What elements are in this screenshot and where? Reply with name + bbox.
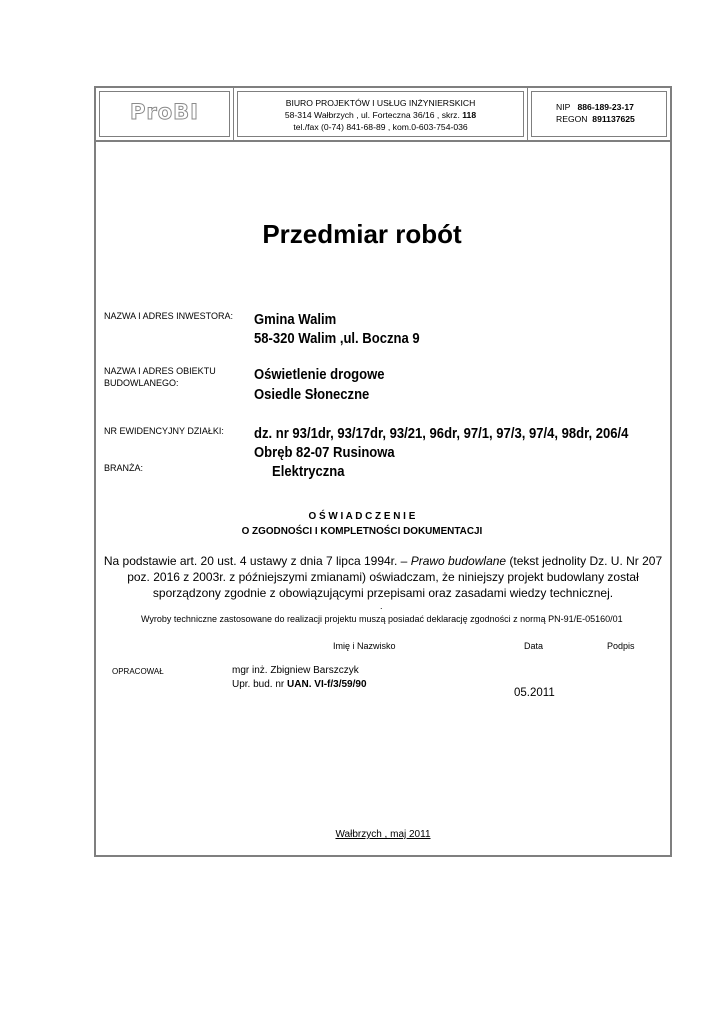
letterhead (96, 88, 670, 142)
investor-address: 58-320 Walim ,ul. Boczna 9 (254, 331, 420, 347)
document-frame (94, 86, 672, 857)
products-note: Wyroby techniczne zastosowane do realizacji projektu muszą posiadać deklarację zgodności z normą PN-91/E-05160/01 (141, 614, 623, 624)
nip-label: NIP (556, 102, 571, 112)
company-phone: tel./fax (0-74) 841-68-89 , kom.0-603-754-036 (293, 122, 468, 132)
regon-value: 891137625 (592, 114, 635, 124)
branch-label: BRANŻA: (104, 463, 144, 473)
author-license (232, 678, 367, 691)
object-label-line2: BUDOWLANEGO: (104, 378, 179, 388)
declaration-dot: . (380, 601, 383, 611)
object-label-line1: NAZWA I ADRES OBIEKTU (104, 366, 216, 376)
branch-value: Elektryczna (272, 464, 345, 480)
nip-line (556, 101, 634, 113)
column-name-header: Imię i Nazwisko (333, 641, 396, 651)
regon-label: REGON (556, 114, 588, 124)
declaration-text-start: Na podstawie art. 20 ust. 4 ustawy z dnia 7 lipca 1994r. – (103, 554, 411, 568)
company-inner-border (237, 91, 524, 137)
license-number: UAN. VI-f/3/59/90 (287, 679, 367, 690)
company-name: BIURO PROJEKTÓW I USŁUG INŻYNIERSKICH (285, 98, 476, 108)
declaration-law-name: Prawo budowlane (410, 554, 507, 568)
author-name: mgr inż. Zbigniew Barszczyk (232, 665, 359, 676)
document-title: Przedmiar robót (262, 219, 462, 249)
investor-name: Gmina Walim (254, 312, 337, 328)
ids-cell (528, 88, 670, 140)
object-name: Oświetlenie drogowe (254, 367, 385, 383)
company-cell (234, 88, 528, 140)
nip-value: 886-189-23-17 (577, 102, 634, 112)
company-address (238, 109, 523, 121)
parcels-precinct: Obręb 82-07 Rusinowa (254, 445, 395, 461)
declaration-heading: O Ś W I A D C Z E N I E (308, 510, 416, 522)
declaration-text (94, 553, 672, 601)
place-and-date: Wałbrzych , maj 2011 (335, 829, 431, 840)
declaration-text-end: (tekst jednolity Dz. U. Nr 207 poz. 2016 z 2003r. z późniejszymi zmianami) oświadczam, że niniejszy projekt budowlany został sporządzony zgodnie z obowiązującymi przepisami oraz zasadami wiedzy technicznej. (127, 554, 663, 600)
regon-line (556, 113, 635, 125)
company-address-box: 118 (462, 110, 477, 120)
investor-label: NAZWA I ADRES INWESTORA: (104, 311, 234, 321)
company-logo: ProBI (130, 100, 199, 124)
declaration-subheading: O ZGODNOŚCI I KOMPLETNOŚCI DOKUMENTACJI (241, 525, 483, 537)
ids-inner-border (531, 91, 667, 137)
column-date-header: Data (524, 641, 544, 651)
document-date: 05.2011 (514, 687, 555, 699)
license-prefix: Upr. bud. nr (232, 679, 285, 690)
object-location: Osiedle Słoneczne (254, 387, 370, 403)
logo-inner-border (99, 91, 230, 137)
parcels-numbers: dz. nr 93/1dr, 93/17dr, 93/21, 96dr, 97/1, 97/3, 97/4, 98dr, 206/4 (254, 426, 629, 442)
parcels-label: NR EWIDENCYJNY DZIAŁKI: (104, 426, 224, 436)
logo-cell (96, 88, 234, 140)
company-address-text: 58-314 Wałbrzych , ul. Forteczna 36/16 , skrz. (284, 110, 460, 120)
column-signature-header: Podpis (607, 641, 635, 651)
prepared-by-label: OPRACOWAŁ (112, 667, 164, 676)
